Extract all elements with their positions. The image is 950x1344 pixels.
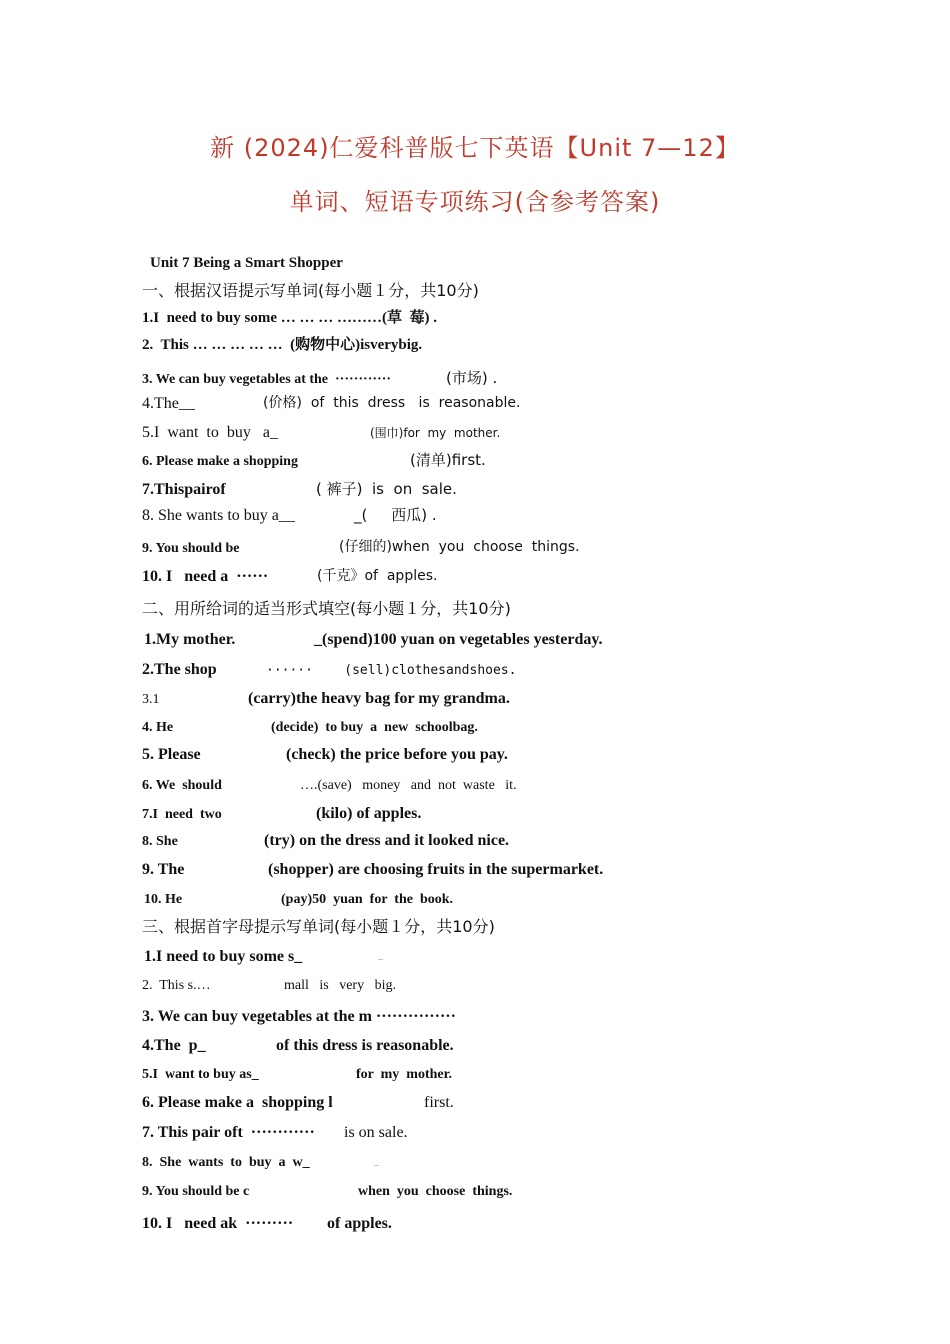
section3-heading: 三、根据首字母提示写单词(每小题１分，共10分)	[142, 917, 495, 936]
s3-item-9-text: 9. You should be c	[142, 1184, 250, 1199]
s3-item-7-rest: is on sale.	[344, 1124, 408, 1141]
s3-item-1-text: 1.I need to buy some s_	[144, 948, 303, 965]
s1-item-4	[142, 396, 842, 418]
document-title-line1: 新 (2024)仁爱科普版七下英语【Unit 7—12】	[210, 134, 740, 162]
s3-item-8-text: 8. She wants to buy a w_	[142, 1155, 310, 1170]
s1-item-2: 2. This … … … … … (购物中心)isverybig.	[142, 337, 423, 353]
s2-item-10	[144, 892, 844, 914]
s2-item-1	[144, 632, 844, 654]
s1-item-8-text: 8. She wants to buy a__	[142, 507, 295, 524]
s3-item-9-rest: when you choose things.	[358, 1184, 513, 1199]
s1-item-6	[142, 453, 842, 475]
s2-item-5-rest: (check) the price before you pay.	[286, 746, 508, 763]
s1-item-6-hint: (清单)first.	[410, 451, 486, 469]
s2-item-4-text: 4. He	[142, 720, 174, 735]
section1-heading: 一、根据汉语提示写单词(每小题１分，共10分)	[142, 281, 479, 300]
s1-item-4-text: 4.The__	[142, 395, 195, 412]
s1-item-9	[142, 540, 842, 562]
s1-item-7	[142, 482, 842, 504]
s2-item-4	[142, 720, 842, 742]
s3-item-7	[142, 1125, 842, 1147]
s3-item-6-text: 6. Please make a shopping l	[142, 1094, 333, 1111]
unit-heading: Unit 7 Being a Smart Shopper	[150, 255, 343, 271]
s2-item-9	[142, 862, 842, 884]
s1-item-5	[142, 425, 842, 447]
s3-item-4-text: 4.The p_	[142, 1037, 206, 1054]
s1-item-9-hint: (仔细的)when you choose things.	[339, 539, 580, 555]
s1-item-3	[142, 371, 842, 393]
document-title-line2: 单词、短语专项练习(含参考答案)	[289, 188, 661, 216]
s3-item-2-text: 2. This s.…	[142, 978, 211, 993]
s3-item-10-rest: of apples.	[327, 1215, 392, 1232]
s3-item-8-blank: _	[374, 1156, 379, 1167]
s1-item-10	[142, 569, 842, 591]
s2-item-10-rest: (pay)50 yuan for the book.	[281, 892, 454, 907]
s2-item-3-text: 3.1	[142, 692, 160, 707]
s3-item-5	[142, 1067, 842, 1089]
s3-item-10-text: 10. I need ak ·········	[142, 1215, 294, 1232]
s2-item-2-text: 2.The shop	[142, 661, 217, 678]
s2-item-1-text: 1.My mother.	[144, 631, 236, 648]
s3-item-9	[142, 1184, 842, 1206]
s2-item-8-text: 8. She	[142, 834, 178, 849]
s2-item-3	[142, 691, 842, 713]
s2-item-7-rest: (kilo) of apples.	[316, 805, 422, 822]
s1-item-5-hint: (围巾)for my mother.	[370, 426, 501, 440]
s3-item-8	[142, 1155, 842, 1177]
s3-item-2-rest: mall is very big.	[284, 978, 396, 993]
s1-item-8	[142, 508, 842, 530]
s1-item-1: 1.I need to buy some … … … ………(草 莓) .	[142, 310, 437, 326]
s2-item-5	[142, 747, 842, 769]
s2-item-8-rest: (try) on the dress and it looked nice.	[264, 832, 510, 849]
s3-item-4	[142, 1038, 842, 1060]
s1-item-7-text: 7.Thispairof	[142, 481, 226, 498]
s1-item-3-text: 3. We can buy vegetables at the ············	[142, 372, 392, 387]
s2-item-2-rest: ······ (sell)clothesandshoes.	[266, 663, 517, 678]
s3-item-1-blank: _	[378, 950, 383, 961]
s1-item-9-text: 9. You should be	[142, 541, 240, 556]
s1-item-6-text: 6. Please make a shopping	[142, 454, 298, 469]
s3-item-5-text: 5.I want to buy as_	[142, 1067, 259, 1082]
s3-item-6-rest: first.	[424, 1094, 454, 1111]
s3-item-6	[142, 1095, 842, 1117]
s2-item-5-text: 5. Please	[142, 746, 201, 763]
s2-item-6	[142, 778, 842, 800]
s2-item-4-rest: (decide) to buy a new schoolbag.	[271, 720, 478, 735]
s1-item-5-text: 5.I want to buy a_	[142, 424, 278, 441]
s1-item-4-hint: (价格) of this dress is reasonable.	[263, 395, 521, 411]
s2-item-9-rest: (shopper) are choosing fruits in the supermarket.	[268, 861, 604, 878]
s2-item-6-rest: ….(save) money and not waste it.	[300, 778, 517, 793]
s1-item-10-text: 10. I need a ······	[142, 568, 269, 585]
s3-item-3: 3. We can buy vegetables at the m ···············	[142, 1008, 456, 1025]
s2-item-9-text: 9. The	[142, 861, 185, 878]
s3-item-2	[142, 979, 842, 1001]
s2-item-10-text: 10. He	[144, 892, 183, 907]
s2-item-7	[142, 806, 842, 828]
s2-item-1-rest: _(spend)100 yuan on vegetables yesterday.	[314, 631, 603, 648]
s3-item-4-rest: of this dress is reasonable.	[276, 1037, 454, 1054]
s1-item-3-hint: (市场) .	[446, 369, 498, 387]
s3-item-5-rest: for my mother.	[356, 1067, 453, 1082]
s2-item-7-text: 7.I need two	[142, 807, 222, 822]
s2-item-6-text: 6. We should	[142, 778, 222, 793]
s2-item-3-rest: (carry)the heavy bag for my grandma.	[248, 690, 510, 707]
s2-item-2	[142, 662, 842, 684]
s3-item-1	[144, 949, 844, 971]
s3-item-10	[142, 1216, 842, 1238]
s3-item-7-text: 7. This pair oft ············	[142, 1124, 315, 1141]
section2-heading: 二、用所给词的适当形式填空(每小题１分，共10分)	[142, 599, 511, 618]
s1-item-10-hint: (千克》of apples.	[317, 568, 438, 584]
s1-item-7-hint: ( 裤子) is on sale.	[316, 480, 457, 498]
s1-item-8-hint: _( 西瓜) .	[354, 506, 437, 524]
s2-item-8	[142, 833, 842, 855]
